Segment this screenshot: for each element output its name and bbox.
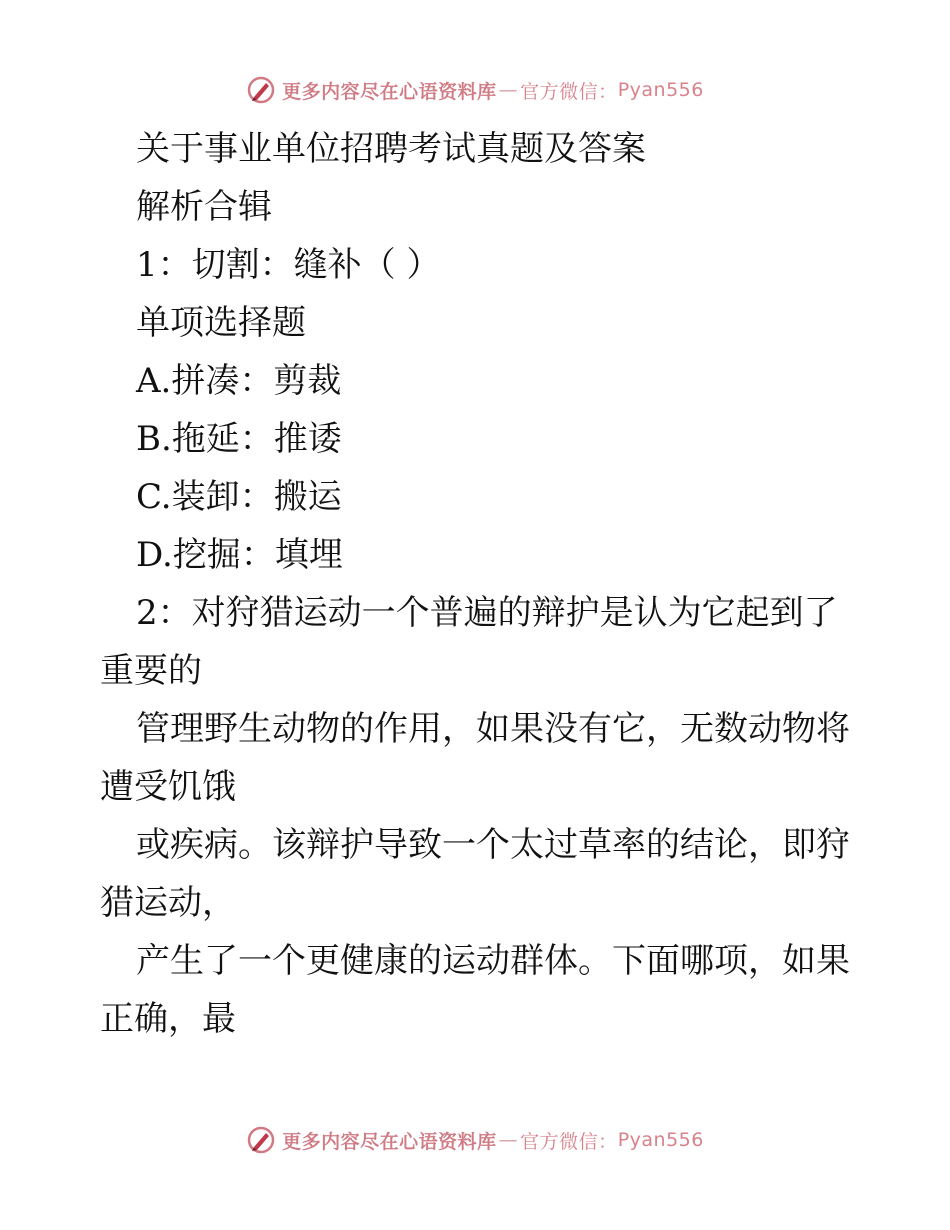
doc-line-text: 关于事业单位招聘考试真题及答案 [136, 129, 646, 169]
doc-line [100, 294, 860, 352]
doc-line-text: 单项选择题 [136, 303, 306, 343]
banner-wechat-label: 官方微信： [520, 80, 618, 103]
header-watermark-banner [0, 70, 950, 110]
doc-line [100, 236, 860, 294]
banner-wechat-label: 官方微信： [520, 1130, 618, 1153]
pen-logo-icon [246, 75, 276, 105]
doc-line-text: 或疾病。该辩护导致一个太过草率的结论，即狩 [136, 825, 850, 865]
document-body [100, 120, 860, 1048]
banner-separator: — [498, 79, 519, 101]
doc-line [100, 352, 860, 410]
footer-watermark-banner [0, 1120, 950, 1160]
banner-wechat-id: Pyan556 [617, 1129, 704, 1151]
doc-line [100, 758, 860, 816]
doc-line [100, 178, 860, 236]
banner-main-text: 更多内容尽在心语资料库 [282, 80, 497, 103]
doc-line [100, 410, 860, 468]
doc-line [100, 584, 860, 642]
doc-line [100, 990, 860, 1048]
doc-line [100, 120, 860, 178]
doc-line [100, 816, 860, 874]
banner-separator: — [498, 1129, 519, 1151]
doc-line-text: 1：切割：缝补（ ） [136, 245, 441, 285]
banner-wechat-id: Pyan556 [617, 79, 704, 101]
doc-line-text: 解析合辑 [136, 187, 272, 227]
doc-line [100, 874, 860, 932]
doc-line [100, 932, 860, 990]
pen-logo-icon [246, 1125, 276, 1155]
doc-line [100, 468, 860, 526]
banner-main-text: 更多内容尽在心语资料库 [282, 1130, 497, 1153]
doc-line-text: 遭受饥饿 [100, 767, 236, 807]
doc-line-text: 重要的 [100, 651, 202, 691]
doc-line-text: 管理野生动物的作用，如果没有它，无数动物将 [136, 709, 850, 749]
doc-line-text: 正确，最 [100, 999, 236, 1039]
doc-line-text: 产生了一个更健康的运动群体。下面哪项，如果 [136, 941, 850, 981]
doc-line [100, 526, 860, 584]
doc-line [100, 642, 860, 700]
doc-line-text: C.装卸：搬运 [136, 477, 342, 517]
doc-line-text: A.拼凑：剪裁 [136, 361, 342, 401]
doc-line-text: 猎运动， [100, 883, 236, 923]
doc-line-text: B.拖延：推诿 [136, 419, 342, 459]
doc-line-text: D.挖掘：填埋 [136, 535, 343, 575]
doc-line-text: 2：对狩猎运动一个普遍的辩护是认为它起到了 [136, 593, 838, 633]
doc-line [100, 700, 860, 758]
